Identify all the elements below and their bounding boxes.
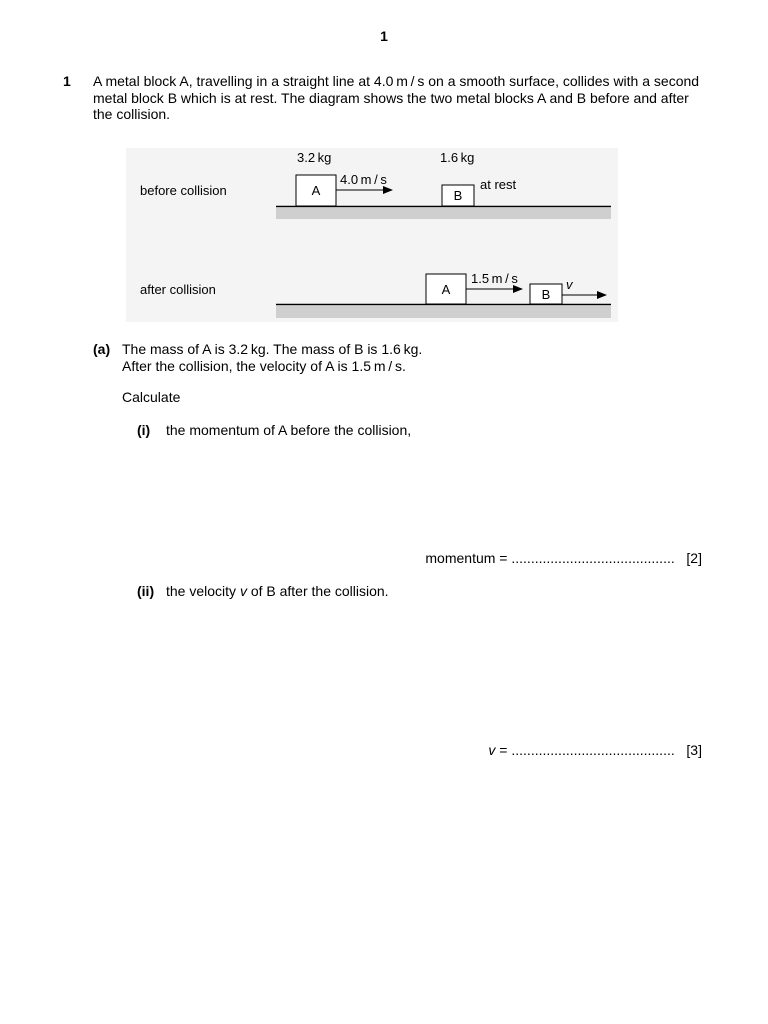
answer-dotted-line[interactable]: .......................................... bbox=[511, 742, 675, 758]
part-a-line: The mass of A is 3.2 kg. The mass of B is 1.6 kg. bbox=[122, 341, 423, 357]
surface-before bbox=[276, 208, 611, 219]
page-number: 1 bbox=[380, 28, 388, 44]
sub-part-i-label: (i) bbox=[137, 422, 151, 438]
block-a-before-label: A bbox=[311, 183, 321, 198]
sub-part-ii-text-after: of B after the collision. bbox=[246, 583, 389, 599]
question-intro bbox=[93, 73, 713, 123]
answer-eq: = bbox=[495, 742, 508, 758]
block-b-before-label: B bbox=[453, 188, 463, 203]
surface-after bbox=[276, 306, 611, 318]
sub-part-ii-label: (ii) bbox=[137, 583, 155, 599]
answer-var: v bbox=[488, 742, 496, 758]
part-a-line: After the collision, the velocity of A is 1.5 m / s. bbox=[122, 357, 406, 374]
calculate-instruction: Calculate bbox=[122, 389, 181, 405]
marks-label: [3] bbox=[686, 742, 702, 758]
sub-part-i-text: the momentum of A before the collision, bbox=[166, 422, 412, 438]
answer-line-velocity bbox=[488, 742, 702, 758]
block-a-after-label: A bbox=[441, 282, 451, 297]
answer-label: momentum = bbox=[425, 550, 508, 566]
block-b-after-label: B bbox=[541, 287, 551, 302]
intro-line: metal block B which is at rest. The diagram shows the two metal blocks A and B before and after bbox=[93, 89, 689, 106]
at-rest-label: at rest bbox=[480, 177, 517, 192]
velocity-b-label: v bbox=[566, 277, 573, 292]
after-label: after collision bbox=[140, 282, 216, 297]
velocity-a-before-label: 4.0 m / s bbox=[340, 172, 387, 187]
answer-dotted-line[interactable]: .......................................... bbox=[511, 550, 675, 566]
intro-line: the collision. bbox=[93, 106, 171, 122]
part-a-label: (a) bbox=[93, 341, 111, 357]
intro-line: A metal block A, travelling in a straight line at 4.0 m / s on a smooth surface, collides with a second bbox=[93, 73, 700, 89]
velocity-a-after-label: 1.5 m / s bbox=[471, 271, 518, 286]
mass-b-label: 1.6 kg bbox=[440, 150, 475, 165]
part-a-text bbox=[122, 341, 422, 374]
answer-line-momentum bbox=[425, 550, 702, 566]
question-number: 1 bbox=[63, 73, 71, 89]
before-label: before collision bbox=[140, 183, 227, 198]
sub-part-ii-text bbox=[166, 583, 389, 599]
marks-label: [2] bbox=[686, 550, 702, 566]
sub-part-ii-var: v bbox=[239, 583, 247, 599]
collision-diagram bbox=[126, 148, 618, 322]
mass-a-label: 3.2 kg bbox=[297, 150, 332, 165]
sub-part-ii-text-before: the velocity bbox=[166, 583, 240, 599]
